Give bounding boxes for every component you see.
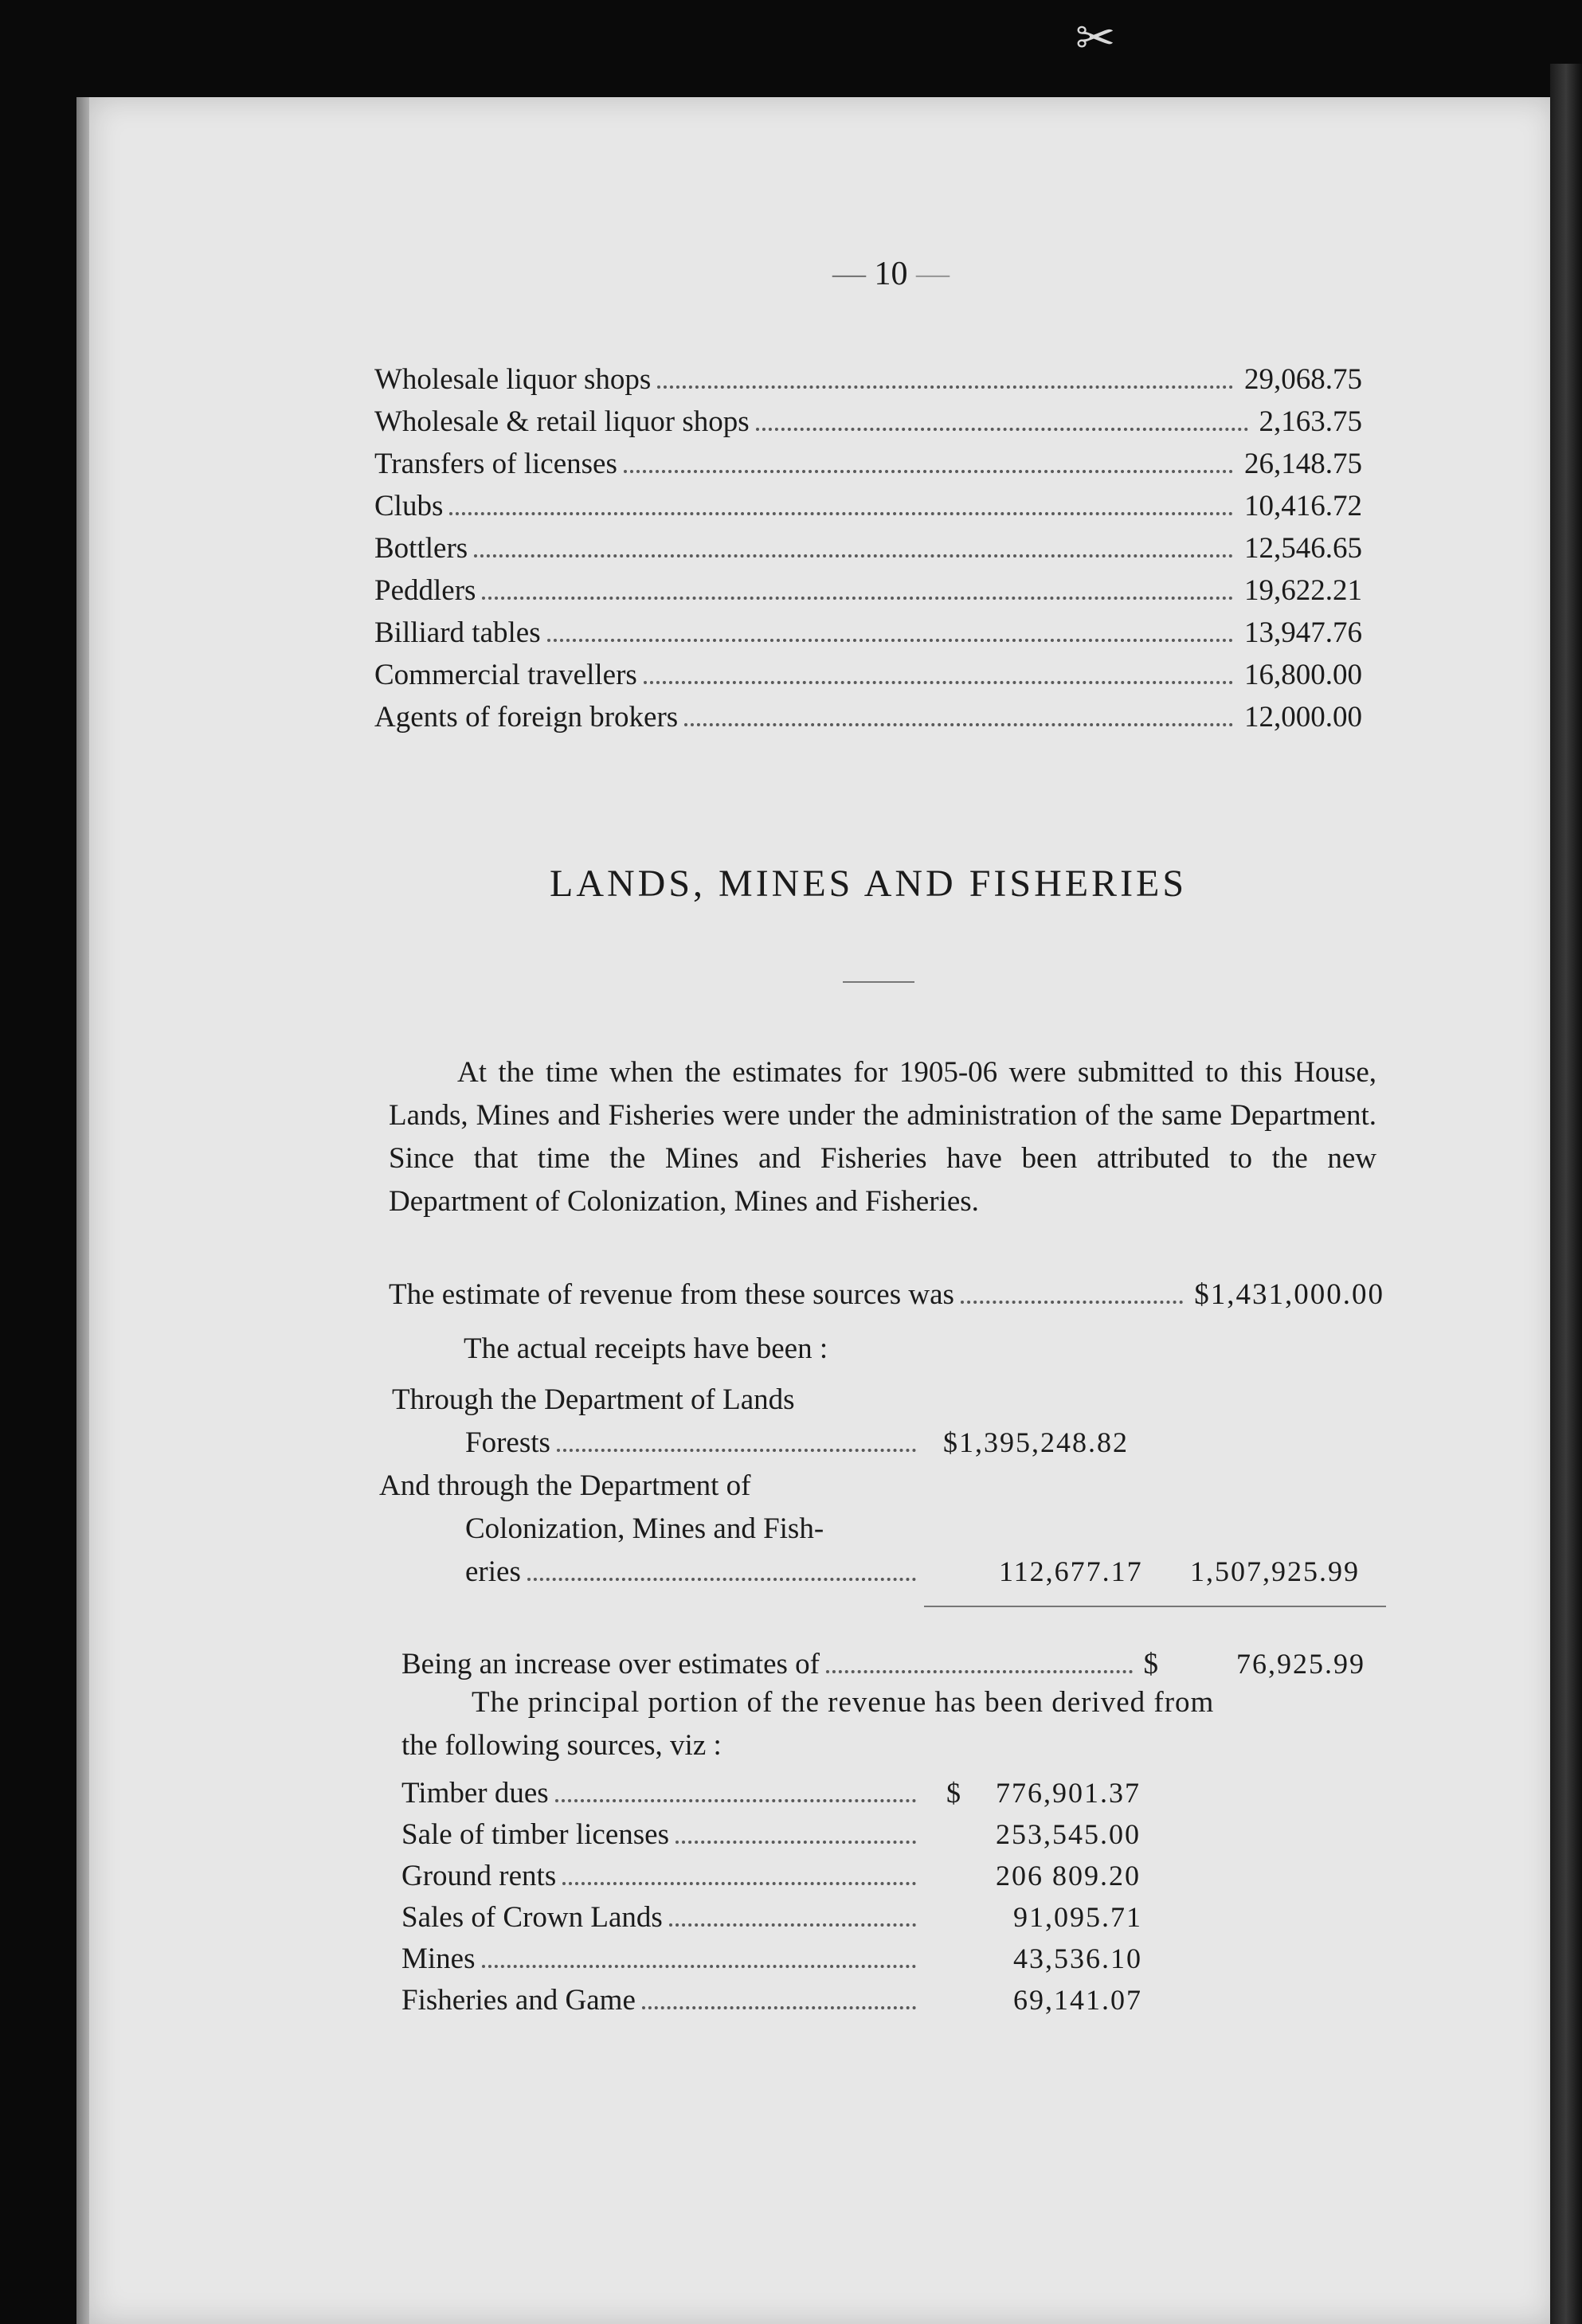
source-value: 776,901.37: [996, 1777, 1141, 1809]
license-row: [374, 489, 1362, 523]
dept-col-value: 112,677.17: [999, 1555, 1143, 1587]
dot-leader: [482, 1965, 917, 1968]
license-value: 29,068.75: [1244, 363, 1362, 396]
license-row: [374, 531, 1362, 565]
source-label: Fisheries and Game: [401, 1984, 636, 2017]
dept-lands-value: $1,395,248.82: [943, 1426, 1129, 1458]
dot-leader: [756, 428, 1248, 431]
dept-lands-row: [465, 1426, 927, 1460]
dot-leader: [675, 1841, 916, 1844]
receipts-total: 1,507,925.99: [1190, 1555, 1360, 1587]
estimate-label: The estimate of revenue from these sources was: [389, 1278, 954, 1311]
license-row: [374, 447, 1362, 481]
license-label: Commercial travellers: [374, 659, 637, 691]
source-value: 43,536.10: [1013, 1943, 1142, 1974]
dept-col-line2: Colonization, Mines and Fish-: [465, 1512, 824, 1545]
dot-leader: [527, 1578, 916, 1581]
source-label: Timber dues: [401, 1777, 549, 1810]
license-value: 19,622.21: [1244, 574, 1362, 607]
source-value: 253,545.00: [996, 1818, 1141, 1850]
dot-leader: [961, 1301, 1183, 1304]
heading-divider: [843, 981, 914, 983]
source-label: Ground rents: [401, 1860, 557, 1892]
license-row: [374, 700, 1362, 734]
source-row: [401, 1776, 927, 1810]
source-label: Mines: [401, 1943, 476, 1975]
license-label: Billiard tables: [374, 616, 541, 649]
page-number: — 10 —: [832, 255, 950, 293]
dept-col-line1: And through the Department of: [379, 1469, 751, 1502]
license-value: 2,163.75: [1259, 405, 1362, 438]
source-value: 206 809.20: [996, 1860, 1141, 1892]
license-row: [374, 658, 1362, 692]
license-row: [374, 362, 1362, 397]
estimate-row: [389, 1277, 1384, 1312]
source-label: Sale of timber licenses: [401, 1818, 669, 1851]
source-label: Sales of Crown Lands: [401, 1901, 663, 1934]
license-row: [374, 573, 1362, 608]
source-row: [401, 1900, 927, 1935]
dot-leader: [642, 2006, 916, 2009]
paper-clip-icon: ✂: [1075, 12, 1116, 65]
actual-receipts-intro: The actual receipts have been :: [464, 1332, 828, 1365]
license-value: 13,947.76: [1244, 616, 1362, 649]
dot-leader: [555, 1799, 916, 1802]
binding-edge: [1550, 64, 1582, 2324]
dot-leader: [449, 512, 1233, 515]
increase-value: 76,925.99: [1236, 1648, 1365, 1680]
dot-leader: [624, 470, 1233, 473]
license-label: Clubs: [374, 490, 444, 522]
dot-leader: [657, 385, 1233, 389]
source-value: 91,095.71: [1013, 1901, 1142, 1933]
source-row: [401, 1817, 927, 1852]
increase-currency: $: [1143, 1648, 1158, 1680]
sources-currency: $: [946, 1777, 962, 1809]
license-label: Agents of foreign brokers: [374, 701, 679, 734]
dept-lands-line2: Forests: [465, 1426, 550, 1459]
dot-leader: [557, 1449, 916, 1452]
license-value: 26,148.75: [1244, 448, 1362, 480]
license-label: Transfers of licenses: [374, 448, 617, 480]
license-value: 12,000.00: [1244, 701, 1362, 734]
dot-leader: [562, 1882, 916, 1885]
dept-col-row: [465, 1555, 927, 1589]
license-label: Bottlers: [374, 532, 468, 565]
dot-leader: [669, 1923, 916, 1927]
dot-leader: [684, 723, 1233, 726]
total-underline: [924, 1606, 1386, 1607]
dot-leader: [826, 1670, 1133, 1673]
source-row: [401, 1942, 927, 1976]
license-label: Wholesale & retail liquor shops: [374, 405, 750, 438]
dot-leader: [474, 554, 1233, 558]
dept-lands-line1: Through the Department of Lands: [392, 1383, 795, 1416]
license-value: 10,416.72: [1244, 490, 1362, 522]
principal-line1: The principal portion of the revenue has been derived from: [472, 1686, 1215, 1719]
dot-leader: [547, 639, 1233, 642]
license-row: [374, 405, 1362, 439]
intro-paragraph: At the time when the estimates for 1905-06 were submitted to this House, Lands, Mines and Fisheries were under the administration of the same Department. Since that time the Mines and Fisheries have been attributed to the new Department of Colonization, Mines and Fisheries.: [389, 1056, 1376, 1218]
section-title: LANDS, MINES AND FISHERIES: [550, 863, 1188, 905]
license-row: [374, 616, 1362, 650]
dot-leader: [644, 681, 1233, 684]
estimate-value: $1,431,000.00: [1194, 1278, 1384, 1311]
dept-col-line3: eries: [465, 1555, 521, 1588]
dot-leader: [482, 597, 1233, 600]
source-row: [401, 1859, 927, 1893]
license-value: 12,546.65: [1244, 532, 1362, 565]
source-value: 69,141.07: [1013, 1984, 1142, 2016]
license-value: 16,800.00: [1244, 659, 1362, 691]
source-row: [401, 1983, 927, 2017]
principal-line2: the following sources, viz :: [401, 1729, 722, 1762]
increase-row: [401, 1647, 1158, 1681]
license-label: Wholesale liquor shops: [374, 363, 652, 396]
license-label: Peddlers: [374, 574, 476, 607]
increase-label: Being an increase over estimates of: [401, 1648, 820, 1680]
